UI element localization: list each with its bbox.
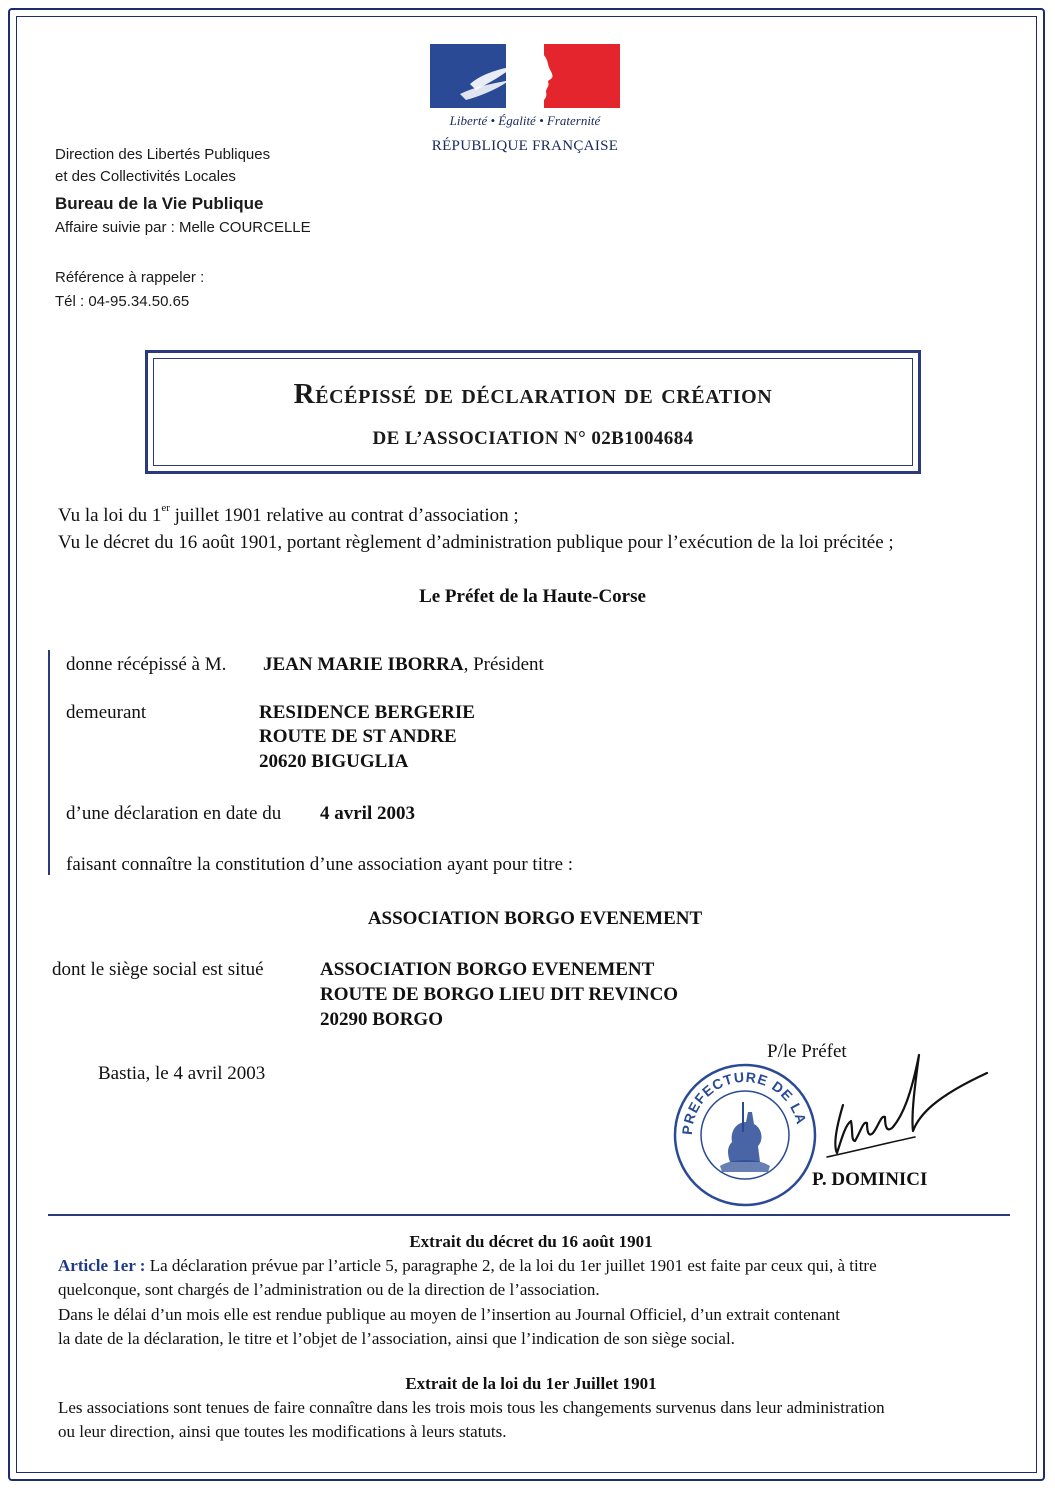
extract-loi-line2: ou leur direction, ainsi que toutes les modifications à leurs statuts. (58, 1422, 507, 1441)
siege-label: dont le siège social est situé (52, 959, 264, 980)
association-title: ASSOCIATION BORGO EVENEMENT (367, 908, 703, 929)
siege-line2: ROUTE DE BORGO LIEU DIT REVINCO (320, 984, 679, 1005)
extract-decret-line3: Dans le délai d’un mois elle est rendue publique au moyen de l’insertion au Journal Officiel, d’un extrait contenant (58, 1305, 840, 1324)
declaration-label: d’une déclaration en date du (66, 803, 282, 824)
extract-loi-title: Extrait de la loi du 1er Juillet 1901 (405, 1374, 657, 1393)
extract-loi-line1: Les associations sont tenues de faire connaître dans les trois mois tous les changements survenus dans leur administration (58, 1398, 885, 1417)
siege-line1: ASSOCIATION BORGO EVENEMENT (320, 959, 655, 980)
place-date: Bastia, le 4 avril 2003 (98, 1063, 266, 1084)
republic-motto: Liberté • Égalité • Fraternité (449, 113, 601, 128)
extract-decret-line2: quelconque, sont chargés de l’administration ou de la direction de l’association. (58, 1280, 600, 1299)
section-separator (48, 1214, 1010, 1216)
preamble-line1: Vu la loi du 1er juillet 1901 relative au contrat d’association ; (58, 502, 519, 526)
address-line1: RESIDENCE BERGERIE (259, 702, 475, 723)
header-bureau: Bureau de la Vie Publique (55, 194, 264, 213)
extract-decret-line1: Article 1er : La déclaration prévue par l’article 5, paragraphe 2, de la loi du 1er juillet 1901 est faite par ceux qui, à titre (58, 1256, 877, 1275)
siege-line3: 20290 BORGO (320, 1009, 443, 1030)
header-tel: Tél : 04-95.34.50.65 (55, 293, 190, 310)
header-direction-line1: Direction des Libertés Publiques (55, 146, 271, 163)
article-label: Article 1er : (58, 1256, 146, 1275)
prefecture-stamp (672, 1062, 818, 1208)
preamble-line2: Vu le décret du 16 août 1901, portant règlement d’administration publique pour l’exécution de la loi précitée ; (58, 532, 894, 553)
document-title: Récépissé de déclaration de création (293, 378, 773, 410)
extract-decret-line4: la date de la déclaration, le titre et l’objet de l’association, ainsi que l’indication de son siège social. (58, 1329, 735, 1348)
address-line3: 20620 BIGUGLIA (259, 751, 409, 772)
recipient (263, 654, 544, 676)
prefet-heading: Le Préfet de la Haute-Corse (419, 586, 646, 607)
address-line2: ROUTE DE ST ANDRE (259, 726, 457, 747)
recipient-role: , Président (463, 654, 544, 675)
constitution-text: faisant connaître la constitution d’une association ayant pour titre : (66, 854, 574, 875)
header-reference: Référence à rappeler : (55, 269, 205, 286)
republic-name: RÉPUBLIQUE FRANÇAISE (431, 138, 619, 154)
recipient-label: donne récépissé à M. (66, 654, 227, 675)
extract-decret-title: Extrait du décret du 16 août 1901 (409, 1232, 653, 1251)
header-affaire: Affaire suivie par : Melle COURCELLE (55, 219, 311, 236)
association-number: DE L’ASSOCIATION N° 02B1004684 (372, 428, 694, 449)
declaration-date: 4 avril 2003 (320, 803, 415, 824)
header-direction-line2: et des Collectivités Locales (55, 168, 236, 185)
svg-text:PREFECTURE DE LA HAUTE-CORSE: PREFECTURE DE LA (678, 1068, 810, 1136)
signature-for: P/le Préfet (767, 1041, 847, 1062)
margin-rule (48, 650, 50, 875)
handwritten-signature (815, 1045, 995, 1160)
signatory-name: P. DOMINICI (812, 1169, 928, 1190)
recipient-name: JEAN MARIE IBORRA (263, 654, 464, 675)
address-label: demeurant (66, 702, 147, 723)
